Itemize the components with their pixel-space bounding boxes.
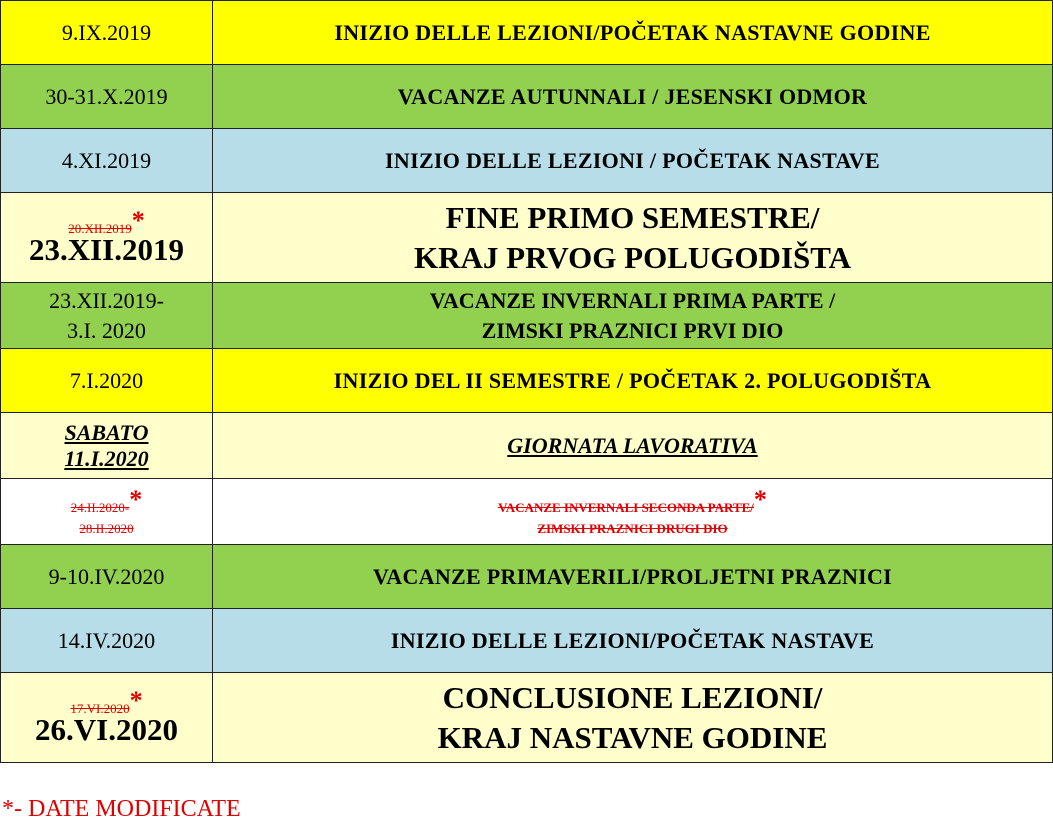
date-cell: 7.I.2020 xyxy=(1,349,213,413)
old-date-line-1: 24.II.2020- xyxy=(70,499,130,515)
new-date: 26.VI.2020 xyxy=(35,711,178,747)
old-event-line-2: ZIMSKI PRAZNICI DRUGI DIO xyxy=(537,520,728,536)
table-row xyxy=(1,545,1053,609)
date-line-2: 3.I. 2020 xyxy=(67,317,146,343)
date-cell: 9-10.IV.2020 xyxy=(1,545,213,609)
event-cell xyxy=(213,413,1053,479)
event-line-1: VACANZE INVERNALI PRIMA PARTE / xyxy=(429,287,836,313)
event-cell: INIZIO DELLE LEZIONI/POČETAK NASTAVNE GODINE xyxy=(213,1,1053,65)
table-row xyxy=(1,673,1053,763)
table-row xyxy=(1,1,1053,65)
table-row xyxy=(1,413,1053,479)
event-cell: VACANZE PRIMAVERILI/PROLJETNI PRAZNICI xyxy=(213,545,1053,609)
table-row xyxy=(1,479,1053,545)
modified-star: * xyxy=(131,205,145,235)
table-row xyxy=(1,283,1053,349)
event-line-2: KRAJ PRVOG POLUGODIŠTA xyxy=(414,239,851,275)
event-cell xyxy=(213,673,1053,763)
date-cell xyxy=(1,673,213,763)
old-event-line-1: VACANZE INVERNALI SECONDA PARTE/ xyxy=(498,499,754,515)
date-line-1: SABATO xyxy=(64,419,149,445)
table-row xyxy=(1,65,1053,129)
old-date: 20.XII.2019 xyxy=(68,220,132,236)
old-date-line-2: 28.II.2020 xyxy=(79,520,134,536)
event-line-1: CONCLUSIONE LEZIONI/ xyxy=(442,679,823,715)
date-line-2: 11.I.2020 xyxy=(64,445,149,471)
event-cell: INIZIO DELLE LEZIONI/POČETAK NASTAVE xyxy=(213,609,1053,673)
modified-star: * xyxy=(129,484,143,514)
date-cell: 9.IX.2019 xyxy=(1,1,213,65)
old-date: 17.VI.2020 xyxy=(70,700,130,716)
date-line-1: 23.XII.2019- xyxy=(49,287,164,313)
date-cell xyxy=(1,283,213,349)
date-cell: 30-31.X.2019 xyxy=(1,65,213,129)
date-cell xyxy=(1,193,213,283)
date-cell xyxy=(1,413,213,479)
event-line-2: ZIMSKI PRAZNICI PRVI DIO xyxy=(481,317,784,343)
table-row xyxy=(1,129,1053,193)
event-line-2: KRAJ NASTAVNE GODINE xyxy=(437,719,828,755)
footnote: *- DATE MODIFICATE xyxy=(2,796,241,822)
event-line-1: FINE PRIMO SEMESTRE/ xyxy=(445,199,820,235)
modified-star: * xyxy=(753,484,767,514)
modified-star: * xyxy=(129,685,143,715)
event-cell: VACANZE AUTUNNALI / JESENSKI ODMOR xyxy=(213,65,1053,129)
event-cell: INIZIO DEL II SEMESTRE / POČETAK 2. POLUGODIŠTA xyxy=(213,349,1053,413)
event-text: GIORNATA LAVORATIVA xyxy=(507,432,758,458)
event-cell: INIZIO DELLE LEZIONI / POČETAK NASTAVE xyxy=(213,129,1053,193)
date-cell: 14.IV.2020 xyxy=(1,609,213,673)
table-row xyxy=(1,609,1053,673)
date-cell: 4.XI.2019 xyxy=(1,129,213,193)
date-cell xyxy=(1,479,213,545)
table-row xyxy=(1,349,1053,413)
table-row xyxy=(1,193,1053,283)
event-cell xyxy=(213,479,1053,545)
event-cell xyxy=(213,193,1053,283)
new-date: 23.XII.2019 xyxy=(28,231,184,267)
event-cell xyxy=(213,283,1053,349)
